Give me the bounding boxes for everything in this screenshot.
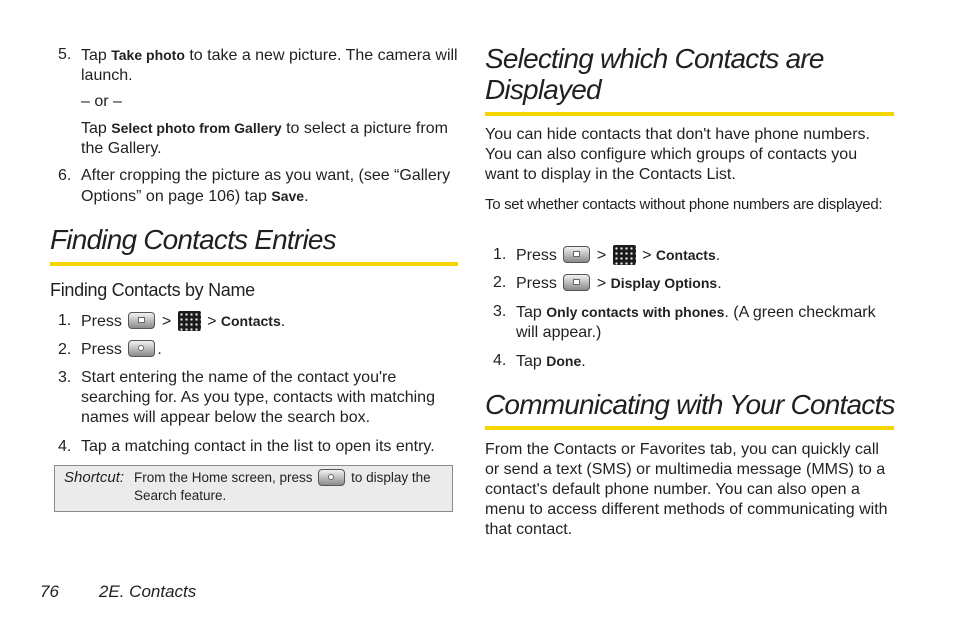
display-step-2: 2. Press > Display Options. xyxy=(493,274,722,292)
heading-rule xyxy=(485,112,894,116)
section-name: 2E. Contacts xyxy=(98,582,197,601)
step-6: 6. After cropping the picture as you want, (see “Gallery Options” on page 106) tap Save. xyxy=(58,167,451,205)
page-number: 76 xyxy=(40,582,59,601)
heading-rule xyxy=(485,426,894,430)
home-key-icon xyxy=(128,312,155,329)
instruction-paragraph: To set whether contacts without phone numbers are displayed: xyxy=(485,196,883,213)
heading-rule xyxy=(50,262,458,266)
section-heading-finding-contacts: Finding Contacts Entries xyxy=(50,224,336,255)
shortcut-box xyxy=(54,465,453,512)
search-key-icon xyxy=(128,340,155,357)
communicating-paragraph: From the Contacts or Favorites tab, you can quickly call or send a text (SMS) or multimedia message (MMS) to a contact's default phone number. You can also open a menu to access different methods of communicating with that contact. xyxy=(485,441,888,538)
find-step-1: 1. Press > > Contacts. xyxy=(58,312,286,330)
step-5: 5. Tap Take photo to take a new picture. The camera will launch. xyxy=(58,46,458,84)
section-heading-communicating: Communicating with Your Contacts xyxy=(485,389,895,420)
search-key-icon xyxy=(318,469,345,486)
apps-grid-icon xyxy=(613,245,636,265)
page-footer xyxy=(40,582,196,602)
step-5-alt: Tap Select photo from Gallery to select a picture from the Gallery. xyxy=(81,120,448,157)
hide-contacts-paragraph: You can hide contacts that don't have phone numbers. You can also configure which groups of contacts you want to display in the Contacts List. xyxy=(485,126,870,183)
or-separator: – or – xyxy=(81,93,122,110)
subheading-by-name: Finding Contacts by Name xyxy=(50,280,255,300)
find-step-2: 2. Press . xyxy=(58,341,162,358)
home-key-icon xyxy=(563,246,590,263)
display-step-3: 3. Tap Only contacts with phones. (A green checkmark will appear.) xyxy=(493,303,876,341)
display-step-4: 4. Tap Done. xyxy=(493,352,586,370)
shortcut-label: Shortcut: xyxy=(64,469,125,486)
apps-grid-icon xyxy=(178,311,201,331)
menu-key-icon xyxy=(563,274,590,291)
find-step-3: 3. Start entering the name of the contact you're searching for. As you type, contacts with matching names will appear below the search box. xyxy=(58,369,435,426)
find-step-4: 4. Tap a matching contact in the list to open its entry. xyxy=(58,438,435,455)
display-step-1: 1. Press > > Contacts. xyxy=(493,246,721,264)
shortcut-text: From the Home screen, press to display the Search feature. xyxy=(134,470,431,503)
section-heading-selecting-contacts: Selecting which Contacts are Displayed xyxy=(485,43,824,105)
